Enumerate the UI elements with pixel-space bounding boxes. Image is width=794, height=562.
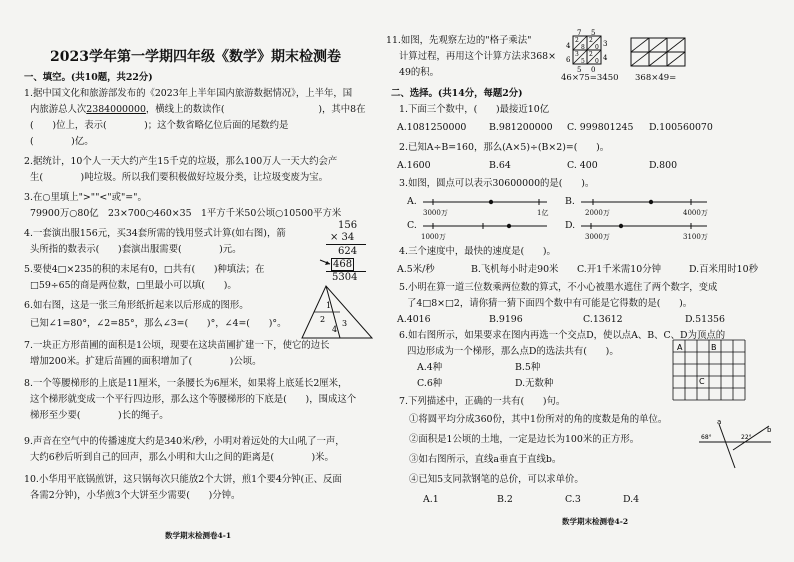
s5-option-b[interactable]: B.9196: [489, 314, 523, 325]
s2-question: 2.已知A÷B=160，那么(A×5)÷(B×2)=( )。: [399, 142, 610, 153]
q11-line1: 11.如图，先观察左边的"格子乘法": [386, 35, 532, 46]
q8-line1: 8.一个等腰梯形的上底是11厘米，一条腰长为6厘米，如果将上底延长2厘米，: [24, 378, 348, 389]
footer-right: 数学期末检测卷4-2: [562, 517, 629, 526]
s3-numberline-d: [581, 220, 711, 232]
s4-option-d[interactable]: D.百米用时10秒: [689, 264, 758, 275]
s6-option-c[interactable]: C.6种: [417, 378, 443, 389]
s3-numberline-a: [423, 196, 551, 208]
s4-option-b[interactable]: B.飞机每小时走90米: [471, 264, 559, 275]
arrow-icon: [320, 256, 334, 268]
s3-c-label1: 1000万: [421, 233, 446, 241]
s1-question: 1.下面三个数中，( )最接近10亿: [399, 104, 550, 115]
q11-task-eq: 368×49=: [635, 73, 677, 83]
s1-option-c[interactable]: C. 999801245: [567, 122, 634, 133]
s4-option-a[interactable]: A.5米/秒: [397, 264, 435, 275]
q10-line2: 各需2分钟)，小华煎3个大饼至少需要( )分钟。: [30, 490, 241, 501]
s3-b-label2: 4000万: [683, 209, 708, 217]
s7-option-a[interactable]: A.1: [423, 494, 439, 505]
section-choice: 二、选择。(共14分，每题2分): [391, 88, 523, 99]
calc-row5: 5304: [332, 272, 358, 283]
footer-left: 数学期末检测卷4-1: [165, 531, 232, 540]
s1-option-d[interactable]: D.100560070: [649, 122, 713, 133]
q11-line2: 计算过程，再用这个计算方法求368×: [399, 51, 557, 62]
calc-row1: 156: [338, 220, 358, 231]
grid-point-a-label: A: [677, 343, 683, 352]
q6-line2: 已知∠1=80°，∠2=85°，那么∠3=( )°，∠4=( )°。: [30, 318, 287, 329]
s1-option-a[interactable]: A.1081250000: [397, 122, 467, 133]
s3-numberline-c: [423, 220, 551, 232]
s7-option-b[interactable]: B.2: [497, 494, 513, 505]
intersecting-lines-figure: [697, 420, 773, 470]
angle-label-2: 2: [320, 315, 326, 324]
s6-line1: 6.如右图所示，如果要求在图内再选一个交点D，使以点A、B、C、D为顶点的: [399, 330, 726, 341]
s6-option-d[interactable]: D.无数种: [515, 378, 554, 389]
g1-side-4: 4: [566, 42, 571, 50]
g1-side-6: 6: [566, 56, 571, 64]
q10-line1: 10.小华用平底锅煎饼，这只锅每次只能放2个大饼，煎1个要4分钟(正、反面: [24, 474, 342, 485]
angle-label-4: 4: [332, 325, 338, 334]
q5-line2: □59÷65的商是两位数，□里最小可以填( )。: [30, 280, 237, 291]
s5-line1: 5.小明在算一道三位数乘两位数的算式，不小心被墨水遮住了两个数字，变成: [399, 282, 718, 293]
s3-option-a[interactable]: A.: [407, 196, 417, 207]
angle-label-3: 3: [342, 319, 348, 328]
s4-question: 4.三个速度中，最快的速度是( )。: [399, 246, 556, 257]
s2-option-a[interactable]: A.1600: [397, 160, 431, 171]
q4-line1: 4.一套演出服156元，买34套所需的钱用竖式计算(如右图)，箭: [24, 228, 286, 239]
q2-line2: 生( )吨垃圾。所以我们要积极做好垃圾分类，让垃圾变废为宝。: [30, 172, 328, 183]
g1-bottom-0: 0: [591, 66, 596, 74]
s7-item4: ④已知5支同款钢笔的总价，可以求单价。: [409, 474, 584, 485]
s3-option-c[interactable]: C.: [407, 220, 417, 231]
calc-row2: × 34: [330, 232, 355, 243]
q1-line2: 内旅游总人次2384000000，横线上的数读作( )，其中8在: [30, 104, 366, 115]
grid-point-c-label: C: [699, 377, 705, 386]
s6-option-b[interactable]: B.5种: [515, 362, 541, 373]
lattice-grid-example: [565, 30, 611, 74]
s7-option-d[interactable]: D.4: [623, 494, 640, 505]
q2-line1: 2.据统计，10个人一天大约产生15千克的垃圾，那么100万人一天大约会产: [24, 156, 338, 167]
s3-numberline-b: [581, 196, 711, 208]
q11-line3: 49的积。: [399, 67, 440, 78]
s7-option-c[interactable]: C.3: [565, 494, 581, 505]
s3-b-label1: 2000万: [585, 209, 610, 217]
s3-option-b[interactable]: B.: [565, 196, 575, 207]
s5-option-c[interactable]: C.13612: [583, 314, 623, 325]
q3-line2: 79900万○80亿 23×700○460×35 1平方千米50公顷○10500平方米: [30, 208, 342, 219]
calc-line1: [326, 244, 366, 245]
angle-label-1: 1: [326, 301, 332, 310]
g1-cell-3: 2: [589, 37, 593, 44]
s3-a-label2: 1亿: [537, 209, 549, 217]
s2-option-b[interactable]: B.64: [489, 160, 511, 171]
s7-item2: ②面积是1公顷的土地，一定是边长为100米的正方形。: [409, 434, 640, 445]
g1-bottom-5: 5: [577, 66, 582, 74]
g1-top-7: 7: [577, 29, 582, 37]
g1-cell-2: 8: [581, 44, 585, 51]
s7-item3: ③如右图所示，直线a垂直于直线b。: [409, 454, 562, 465]
underlined-number: 2384000000: [86, 104, 146, 115]
s6-line2: 四边形成为一个梯形，那么点D的选法共有( )。: [407, 346, 619, 357]
g1-cell-4: 0: [595, 44, 599, 51]
line-b-label: b: [767, 426, 772, 434]
q9-line2: 大约6秒后听到自己的回声，那么小明和大山之间的距离是( )米。: [30, 452, 334, 463]
s5-option-a[interactable]: A.4016: [397, 314, 431, 325]
exam-title: 2023学年第一学期四年级《数学》期末检测卷: [50, 49, 341, 65]
calc-row4: 468: [333, 259, 353, 270]
q7-line1: 7.一块正方形苗圃的面积是1公顷，现要在这块苗圃扩建一下，使它的边长: [24, 340, 330, 351]
s4-option-c[interactable]: C.开1千米需10分钟: [577, 264, 661, 275]
s7-item1: ①将圆平均分成360份，其中1份所对的角的度数是角的单位。: [409, 414, 668, 425]
q1-line1: 1.据中国文化和旅游部发布的《2023年上半年国内旅游数据情况》，上半年，国: [24, 88, 353, 99]
q11-example-eq: 46×75=3450: [561, 73, 619, 83]
angle-68: 68°: [701, 434, 712, 441]
line-a-label: a: [717, 418, 722, 426]
folded-triangle-figure: [296, 282, 376, 342]
s3-a-label1: 3000万: [423, 209, 448, 217]
q5-line1: 5.要使4□×235的积的末尾有0，□共有( )种填法；在: [24, 264, 265, 275]
s3-d-label2: 3100万: [683, 233, 708, 241]
s3-d-label1: 3000万: [585, 233, 610, 241]
s2-option-d[interactable]: D.800: [649, 160, 678, 171]
s5-option-d[interactable]: D.51356: [685, 314, 725, 325]
right-page: [386, 0, 794, 562]
lattice-grid-empty: [629, 36, 687, 68]
q1-line4: ( )亿。: [30, 136, 94, 147]
s5-line2: 了4□8×□2，请你猜一猜下面四个数中有可能是它得数的是( )。: [407, 298, 693, 309]
g1-top-5: 5: [591, 29, 596, 37]
g1-cell-5: 3: [575, 51, 579, 58]
s6-option-a[interactable]: A.4种: [417, 362, 443, 373]
s7-question: 7.下列描述中，正确的一共有( )句。: [399, 396, 566, 407]
q1-line3: ( )位上，表示( )；这个数省略亿位后面的尾数约是: [30, 120, 289, 131]
grid-point-b-label: B: [711, 343, 717, 352]
section-fill-in: 一、填空。(共10题，共22分): [24, 72, 153, 83]
s1-option-b[interactable]: B.981200000: [489, 122, 553, 133]
q7-line2: 增加200米。扩建后苗圃的面积增加了( )公顷。: [30, 356, 262, 367]
g1-cell-6: 5: [581, 58, 585, 65]
g1-left-4: 4: [603, 54, 608, 62]
q6-line1: 6.如右图，这是一张三角形纸折起来以后形成的图形。: [24, 300, 249, 311]
g1-cell-7: 2: [589, 51, 593, 58]
s3-option-d[interactable]: D.: [565, 220, 576, 231]
q8-line3: 梯形至少要( )长的绳子。: [30, 410, 169, 421]
g1-cell-1: 2: [575, 37, 579, 44]
s3-question: 3.如图，圆点可以表示30600000的是( )。: [399, 178, 595, 189]
angle-22: 22°: [741, 434, 752, 441]
g1-cell-8: 0: [595, 58, 599, 65]
calc-row3: 624: [338, 246, 358, 257]
g1-left-3: 3: [603, 40, 608, 48]
q3-line1: 3.在○里填上">""<"或"="。: [24, 192, 147, 203]
grid-points-figure: [671, 338, 747, 404]
q4-line2: 头所指的数表示( )套演出服需要( )元。: [30, 244, 242, 255]
s2-option-c[interactable]: C. 400: [567, 160, 598, 171]
q9-line1: 9.声音在空气中的传播速度大约是340米/秒，小明对着远处的大山吼了一声，: [24, 436, 345, 447]
q8-line2: 这个梯形就变成一个平行四边形，那么这个等腰梯形的下底是( )，围成这个: [30, 394, 357, 405]
